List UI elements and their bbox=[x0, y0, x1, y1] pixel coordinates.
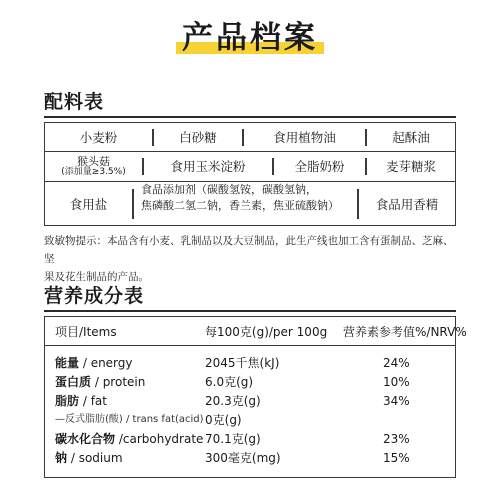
ingredient-item: 白砂糖 bbox=[179, 129, 217, 145]
nutrient-value: 6.0克(g) bbox=[205, 375, 254, 389]
nutrient-name-en: /carbohydrate bbox=[115, 432, 204, 446]
ingredient-item: 全脂奶粉 bbox=[294, 159, 345, 174]
nutrition-heading: 营养成分表 bbox=[44, 285, 145, 307]
header-per100g: 每100克(g)/per 100g bbox=[205, 325, 328, 339]
page-title-text: 产品档案 bbox=[182, 20, 318, 56]
nutrient-nrv: 15% bbox=[383, 451, 410, 465]
ingredient-hericium-name: 猴头菇 bbox=[77, 154, 110, 168]
nutrient-nrv: 24% bbox=[383, 356, 410, 370]
ingredient-item: 起酥油 bbox=[392, 129, 430, 145]
nutrition-header-divider bbox=[45, 345, 455, 346]
nutrition-table bbox=[44, 316, 467, 478]
nutrient-name: 钠 bbox=[55, 451, 68, 465]
allergen-line: 致敏物提示：本品含有小麦、乳制品以及大豆制品，此生产线也加工含有蛋制品、芝麻、坚 bbox=[44, 235, 454, 265]
ingredients-table bbox=[44, 122, 456, 226]
nutrient-nrv: 23% bbox=[383, 432, 410, 446]
ingredient-item: 食用玉米淀粉 bbox=[170, 159, 246, 174]
ingredient-additives bbox=[141, 182, 355, 226]
ingredient-item: 小麦粉 bbox=[79, 129, 118, 145]
nutrient-name-en: / sodium bbox=[67, 451, 123, 465]
nutrient-value: 0克(g) bbox=[205, 413, 242, 427]
nutrient-value: 300毫克(mg) bbox=[205, 451, 281, 465]
cell-divider bbox=[132, 189, 134, 219]
nutrition-heading-rule bbox=[44, 310, 456, 312]
additive-line: 食品添加剂（碳酸氢铵，碳酸氢钠， bbox=[141, 183, 317, 196]
ingredients-heading-rule bbox=[44, 116, 456, 118]
page-title bbox=[176, 18, 324, 58]
nutrient-name-en: / trans fat(acid) bbox=[122, 414, 204, 425]
nutrient-value: 70.1克(g) bbox=[205, 432, 261, 446]
allergen-notice bbox=[44, 232, 456, 286]
ingredient-item: 食用植物油 bbox=[273, 129, 336, 145]
nutrient-value: 2045千焦(kJ) bbox=[205, 356, 280, 370]
nutrient-name-en: / energy bbox=[79, 356, 133, 370]
nutrient-nrv: 34% bbox=[383, 394, 410, 408]
nutrient-value: 20.3克(g) bbox=[205, 394, 261, 408]
nutrient-name: 蛋白质 bbox=[55, 375, 92, 389]
nutrient-nrv: 10% bbox=[383, 375, 410, 389]
title-area bbox=[0, 18, 500, 58]
additive-line: 焦磷酸二氢二钠，香兰素，焦亚硫酸钠） bbox=[141, 199, 339, 212]
ingredient-hericium-note: (添加量≥3.5%) bbox=[61, 166, 126, 177]
header-items: 项目/Items bbox=[55, 325, 117, 339]
header-nrv: 营养素参考值%/NRV% bbox=[343, 325, 467, 339]
ingredient-item: 麦芽糖浆 bbox=[385, 159, 436, 174]
ingredient-item: 食用盐 bbox=[69, 196, 108, 212]
nutrient-name: 能量 bbox=[55, 356, 80, 370]
nutrient-name-en: / fat bbox=[79, 394, 107, 408]
allergen-line: 果及花生制品的产品。 bbox=[44, 271, 149, 283]
nutrient-name: 碳水化合物 bbox=[55, 432, 116, 446]
nutrient-name: 脂肪 bbox=[55, 394, 80, 408]
nutrient-name: —反式脂肪(酸) bbox=[55, 414, 123, 425]
ingredients-heading: 配料表 bbox=[44, 91, 105, 113]
nutrient-name-en: / protein bbox=[91, 375, 146, 389]
ingredient-item: 食品用香精 bbox=[375, 196, 439, 212]
ingredient-hericium bbox=[45, 152, 142, 181]
